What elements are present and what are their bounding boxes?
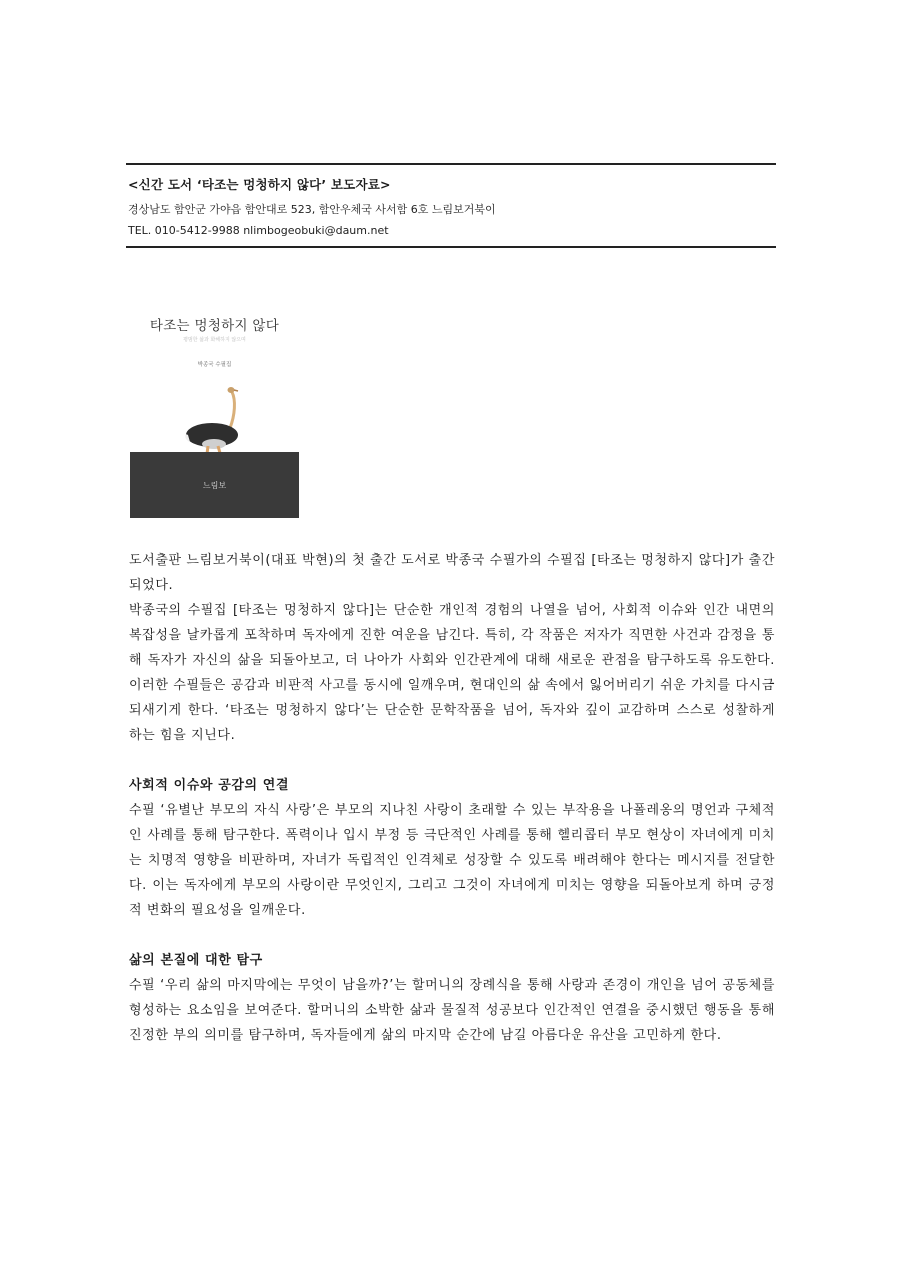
section-heading-life: 삶의 본질에 대한 탐구 <box>129 953 263 968</box>
intro-paragraph-2: 박종국의 수필집 [타조는 멍청하지 않다]는 단순한 개인적 경험의 나열을 넘어, 사회적 이슈와 인간 내면의 복잡성을 날카롭게 포착하며 독자에게 진한 여운을 남긴다. 특히, 각 작품은 저자가 직면한 사건과 감정을 통해 독자가 자신의 삶을 되돌아보고, 더 나아가 사회와 인간관계에 대해 새로운 관점을 탐구하도록 유도한다. 이러한 수필들은 공감과 비판적 사고를 동시에 일깨우며, 현대인의 삶 속에서 잃어버리기 쉬운 가치를 다시금 되새기게 한다. ‘타조는 멍청하지 않다’는 단순한 문학작품을 넘어, 독자와 깊이 교감하며 스스로 성찰하게 하는 힘을 지닌다. <box>129 603 775 743</box>
publisher-logo: 느림보 <box>202 481 227 490</box>
section-paragraph-social: 수필 ‘유별난 부모의 자식 사랑’은 부모의 지나친 사랑이 초래할 수 있는 부작용을 나폴레옹의 명언과 구체적인 사례를 통해 탐구한다. 폭력이나 입시 부정 등 극단적인 사례를 통해 헬리콥터 부모 현상이 자녀에게 미치는 치명적 영향을 비판하며, 자녀가 독립적인 인격체로 성장할 수 있도록 배려해야 한다는 메시지를 전달한다. 이는 독자에게 부모의 사랑이란 무엇인지, 그리고 그것이 자녀에게 미치는 영향을 되돌아보게 하며 긍정적 변화의 필요성을 일깨운다. <box>129 803 775 918</box>
publisher-address: 경상남도 함안군 가야읍 함안대로 523, 함안우체국 사서함 6호 느림보거북이 <box>128 203 496 216</box>
book-cover-image <box>130 300 299 518</box>
section-paragraph-life: 수필 ‘우리 삶의 마지막에는 무엇이 남을까?’는 할머니의 장례식을 통해 사랑과 존경이 개인을 넘어 공동체를 형성하는 요소임을 보여준다. 할머니의 소박한 삶과 물질적 성공보다 인간적인 연결을 중시했던 행동을 통해 진정한 부의 의미를 탐구하며, 독자들에게 삶의 마지막 순간에 남길 아름다운 유산을 고민하게 한다. <box>129 978 775 1043</box>
article-body <box>129 548 775 1048</box>
publisher-contact: TEL. 010-5412-9988 nlimbogeobuki@daum.net <box>128 224 389 237</box>
intro-paragraph-1: 도서출판 느림보거북이(대표 박현)의 첫 출간 도서로 박종국 수필가의 수필집 [타조는 멍청하지 않다]가 출간되었다. <box>129 553 775 593</box>
cover-title: 타조는 멍청하지 않다 <box>149 318 280 334</box>
cover-subtitle: 평범한 삶과 화해하지 않으며 <box>183 337 246 343</box>
cover-dark-band <box>130 452 299 518</box>
press-release-header <box>126 163 776 248</box>
section-heading-social: 사회적 이슈와 공감의 연결 <box>129 778 290 793</box>
press-release-title: <신간 도서 ‘타조는 멍청하지 않다’ 보도자료> <box>128 177 391 192</box>
cover-author: 박종국 수필집 <box>197 362 232 368</box>
